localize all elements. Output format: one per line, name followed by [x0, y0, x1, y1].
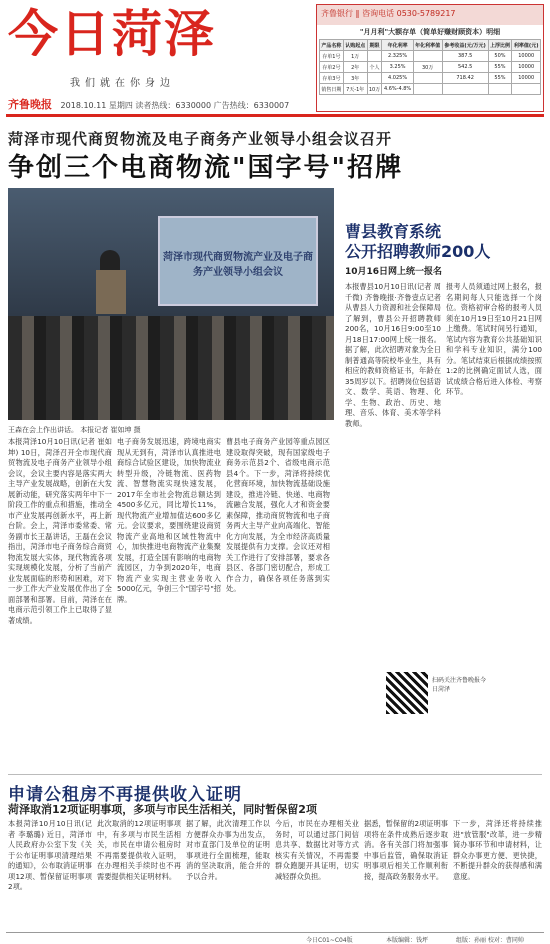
footer-proof: 组版：孙丽 校对：曹同帅: [456, 937, 524, 944]
ad-table-cell: [488, 84, 512, 95]
ad-table-cell: 利率值(元): [512, 40, 541, 51]
ad-table-cell: 30万: [413, 62, 442, 73]
ad-table-cell: 期限: [367, 40, 382, 51]
section-divider: [8, 774, 542, 775]
meeting-photo: [8, 188, 334, 420]
ad-table-row: [320, 62, 541, 73]
newspaper-logo: 今日菏泽: [8, 5, 216, 63]
screen-text: 菏泽市现代商贸物流产业及电子商务产业领导小组会议: [163, 252, 313, 278]
qr-code-icon[interactable]: [386, 672, 428, 714]
ad-table-cell: 50%: [488, 51, 512, 62]
ad-table-row: [320, 84, 541, 95]
ad-table-cell: 542.5: [442, 62, 488, 73]
article2-column-1: 本报曹县10月10日讯(记者 周千微) 齐鲁晚报·齐鲁壹点记者从曹县人力资源和社会保障局了解到，曹县公开招聘教师200名，10月16日9:00至10月18日17:00网上统一报名。据了解，此次招聘对象为全日制普通高等院校毕业生，具有相应的教师资格证书，年龄在35周岁以下。招聘岗位包括语文、数学、英语、物理、化学、生物、政治、历史、地理、音乐、体育、美术等学科教师。: [345, 282, 441, 428]
article3-subtitle: 菏泽取消12项证明事项，多项与市民生活相关，同时暂保留2项: [8, 803, 317, 816]
date-line: 2018.10.11 星期四 读者热线：6330000 广告热线：6330007: [60, 101, 290, 110]
ad-table-cell: [442, 84, 488, 95]
ad-table-cell: 3年: [343, 73, 367, 84]
ad-table-cell: 存单2号: [320, 62, 344, 73]
ad-table-row: [320, 73, 541, 84]
article1-column-1: 本报菏泽10月10日讯(记者 崔如坤) 10日，菏泽召开全市现代商贸物流及电子商务产业领导小组会议，会议主要内容是落实两大主导产业发展战略，创新在大发展新动能，研究落实两年中下一阶段工作的重点和措施，推动全市产业发展再创新水平，再上新台阶。会上，菏泽市委常委、常务副市长王磊讲话，王磊在会议指出，菏泽市电子商务综合商贸物流发展大实体，现代物流各项实现规模化发展，分析了当前产业发展面临的形势和困难，对下一步工作大产业发展优作出了全面部署和部署。目前，菏泽在在电商示范引领工作上已取得了显著成绩。: [8, 437, 112, 625]
ad-table-cell: 存单3号: [320, 73, 344, 84]
article3-column-3: 据了解，此次清理工作以方便群众办事为出发点，对市直部门及单位的证明事项进行全面梳理，能取消的坚决取消，能合并的予以合并。: [186, 819, 270, 881]
audience: [8, 316, 334, 420]
header-rule: [6, 114, 544, 117]
ad-table-cell: 4.025%: [382, 73, 413, 84]
qr-caption: 扫码关注齐鲁晚报今日菏泽: [432, 677, 487, 693]
ad-table-row: [320, 51, 541, 62]
ad-table: [319, 39, 541, 95]
ad-table-cell: 上浮比例: [488, 40, 512, 51]
page-footer: [6, 932, 544, 942]
article3-headline: 申请公租房不再提供收入证明: [8, 785, 242, 805]
ad-table-cell: 4.6%-4.8%: [382, 84, 413, 95]
ad-table-cell: 参考收益(元/万元): [442, 40, 488, 51]
ad-table-cell: 10000: [512, 62, 541, 73]
ad-table-cell: 3.25%: [382, 62, 413, 73]
ad-table-cell: 个人: [367, 62, 382, 73]
article2-subtitle: 10月16日网上统一报名: [345, 267, 443, 277]
motto: 我们就在你身边: [70, 78, 175, 89]
ad-table-cell: 10000: [512, 73, 541, 84]
projection-screen: [158, 216, 318, 306]
ad-table-cell: 387.5: [442, 51, 488, 62]
ad-table-cell: [413, 51, 442, 62]
article2-heading: [345, 222, 541, 277]
footer-page: 今日C01~C04版: [306, 937, 353, 944]
ad-table-cell: 1万: [343, 51, 367, 62]
ad-table-cell: 产品名称: [320, 40, 344, 51]
article1-subtitle: 菏泽市现代商贸物流及电子商务产业领导小组会议召开: [8, 130, 393, 148]
photo-caption: 王森在会上作出讲话。 本报记者 崔如坤 摄: [8, 426, 141, 434]
ad-table-cell: 销售日期: [320, 84, 344, 95]
article3-column-1: 本报菏泽10月10日讯(记者 李璐璐) 近日，菏泽市人民政府办公室下发《关于公布证明事项清理结果的通知》，公布取消证明事项12项、暂保留证明事项2项。: [8, 819, 92, 891]
ad-table-cell: 年化利率值: [413, 40, 442, 51]
article2-column-2: 报考人员须通过网上报名，报名期间每人只能选择一个岗位。资格初审合格的报考人员须在10月19日至10月21日网上缴费。笔试时间另行通知，笔试内容为教育公共基础知识和学科专业知识，满分100分。笔试结束后根据成绩按照1:2的比例确定面试人选，面试成绩合格后进入体检、考察环节。: [446, 282, 542, 396]
ad-table-cell: [367, 73, 382, 84]
article1-column-3: 曹县电子商务产业园等重点园区建设取得突破，现有国家级电子商务示范县2个、省级电商示范县4个。下一步，菏泽将持续优化营商环境，加快物流基础设施建设，推进冷链、快递、电商物流融合发展，强化人才和资金要素保障，推动商贸物流和电子商务两大主导产业向高端化、智能化方向发展，为全市经济高质量发展提供有力支撑。会议还对相关工作进行了安排部署，要求各县区、各部门密切配合，形成工作合力，确保各项任务落到实处。: [226, 437, 330, 593]
ad-table-cell: [413, 73, 442, 84]
ad-header: 齐鲁银行 ‖ 咨询电话 0530-5789217: [317, 5, 543, 25]
ad-table-cell: [512, 84, 541, 95]
brand-name: 齐鲁晚报: [8, 98, 52, 111]
ad-table-cell: [367, 51, 382, 62]
ad-table-cell: 2年: [343, 62, 367, 73]
article2-title-line1: 曹县教育系统: [345, 222, 442, 241]
ad-table-cell: 10000: [512, 51, 541, 62]
ad-table-cell: 55%: [488, 73, 512, 84]
ad-table-cell: 10万: [367, 84, 382, 95]
ad-table-row: [320, 40, 541, 51]
article1-headline: 争创三个电商物流"国字号"招牌: [8, 153, 404, 183]
podium: [96, 270, 126, 314]
bank-ad: [316, 4, 544, 112]
footer-editor: 本版编辑：钱坪: [386, 937, 429, 944]
article3-column-5: 据悉，暂保留的2项证明事项将在条件成熟后逐步取消。各有关部门将加强事中事后监管，确保取消证明事项后相关工作顺利衔接，提高政务服务水平。: [364, 819, 448, 881]
ad-table-cell: 55%: [488, 62, 512, 73]
article3-column-2: 此次取消的12项证明事项中，有多项与市民生活相关，市民在申请公租房时不再需要提供收入证明，在办理相关手续时也不再需要提供相关证明材料。: [97, 819, 181, 881]
ad-table-cell: 年化利率: [382, 40, 413, 51]
article3-column-6: 下一步，菏泽还将持续推进"放管服"改革，进一步精简办事环节和申请材料，让群众办事更方便、更快捷，不断提升群众的获得感和满意度。: [453, 819, 542, 881]
ad-title: "月月利"大额存单（简单好赚财顾资本）明细: [359, 28, 501, 36]
ad-table-cell: 718.42: [442, 73, 488, 84]
ad-table-cell: 2.325%: [382, 51, 413, 62]
ad-table-cell: 存单1号: [320, 51, 344, 62]
ad-table-cell: 认购起点: [343, 40, 367, 51]
ad-table-cell: [413, 84, 442, 95]
article3-column-4: 今后，市民在办理相关业务时，可以通过部门间信息共享、数据比对等方式核实有关情况，不再需要群众跑腿开具证明，切实减轻群众负担。: [275, 819, 359, 881]
ad-table-cell: 7天-1年: [343, 84, 367, 95]
article2-title-line2: 公开招聘教师200人: [345, 242, 491, 261]
article1-column-2: 电子商务发展迅速，跨境电商实现从无到有，菏泽市认真推进电商综合试验区建设，加快物流业转型升级，冷链物流、医药物流、智慧物流实现快速发展，2017年全市社会物流总额达到4500多亿元，同比增长11%，现代物流产业增加值达600多亿元。会议要求，要围绕建设商贸物流产业高地和区域性物流中心，加快推进电商物流产业集聚发展，打造全国有影响的电商物流园区，力争到2020年，电商物流产业实现主营业务收入5000亿元，争创三个"国字号"招牌。: [117, 437, 221, 604]
masthead-info: [8, 96, 306, 110]
